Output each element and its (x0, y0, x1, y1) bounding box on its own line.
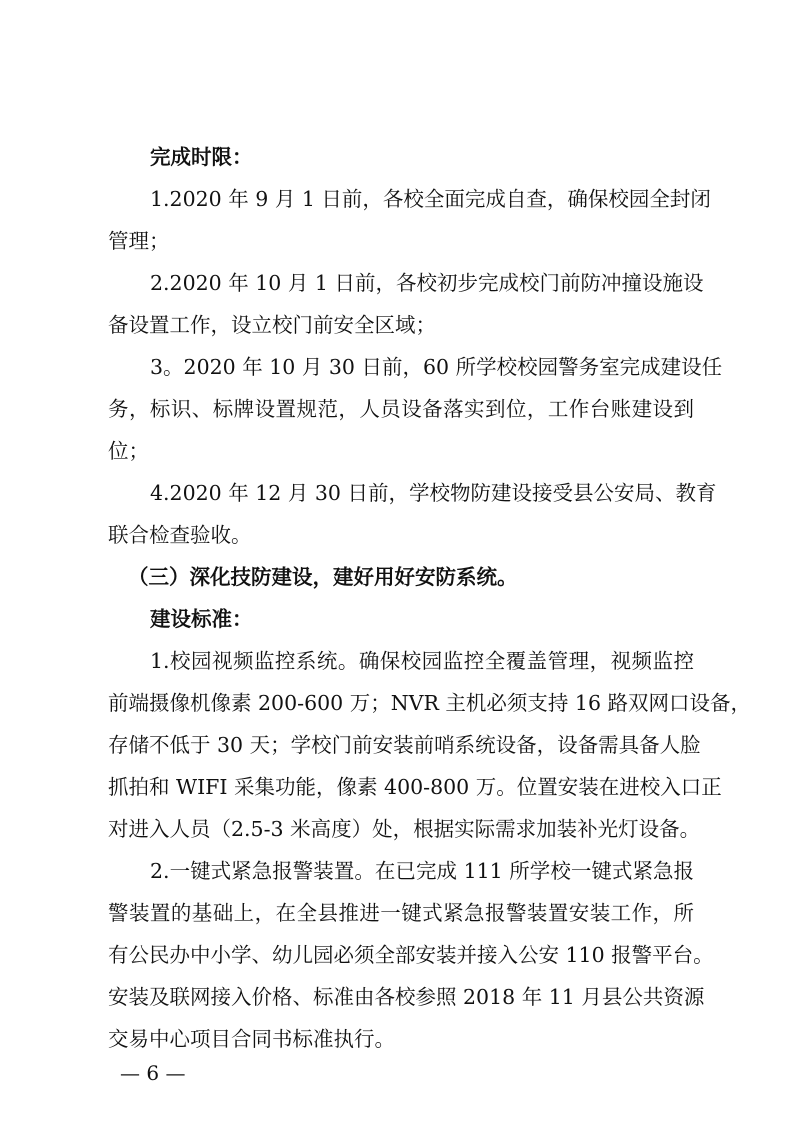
paragraph-line: 安装及联网接入价格、标准由各校参照 2018 年 11 月县公共资源 (108, 985, 705, 1009)
paragraph-line: 位； (108, 439, 149, 463)
page-number: — 6 — (120, 1061, 186, 1085)
paragraph-line: 联合检查验收。 (108, 523, 252, 547)
paragraph-line: 前端摄像机像素 200-600 万；NVR 主机必须支持 16 路双网口设备， (108, 691, 752, 715)
heading-standard: 建设标准： (150, 607, 253, 631)
paragraph-line: 1.校园视频监控系统。确保校园监控全覆盖管理，视频监控 (150, 649, 694, 673)
paragraph-line: 4.2020 年 12 月 30 日前，学校物防建设接受县公安局、教育 (150, 481, 717, 505)
paragraph-line: 有公民办中小学、幼儿园必须全部安装并接入公安 110 报警平台。 (108, 943, 714, 967)
paragraph-line: 1.2020 年 9 月 1 日前，各校全面完成自查，确保校园全封闭 (150, 187, 711, 211)
paragraph-line: 2.2020 年 10 月 1 日前，各校初步完成校门前防冲撞设施设 (150, 271, 704, 295)
paragraph-line: 务，标识、标牌设置规范，人员设备落实到位，工作台账建设到 (108, 397, 694, 421)
paragraph-line: 备设置工作，设立校门前安全区域； (108, 313, 436, 337)
heading-deadline: 完成时限： (150, 145, 253, 169)
paragraph-line: 抓拍和 WIFI 采集功能，像素 400-800 万。位置安装在进校入口正 (108, 775, 722, 799)
paragraph-line: 对进入人员（2.5-3 米高度）处，根据实际需求加装补光灯设备。 (108, 817, 701, 841)
paragraph-line: 3。2020 年 10 月 30 日前，60 所学校校园警务室完成建设任 (150, 355, 723, 379)
paragraph-line: 管理； (108, 229, 170, 253)
paragraph-line: 存储不低于 30 天；学校门前安装前哨系统设备，设备需具备人脸 (108, 733, 701, 757)
paragraph-line: 警装置的基础上，在全县推进一键式紧急报警装置安装工作，所 (108, 901, 694, 925)
paragraph-line: 2.一键式紧急报警装置。在已完成 111 所学校一键式紧急报 (150, 859, 694, 883)
paragraph-line: 交易中心项目合同书标准执行。 (108, 1027, 395, 1051)
section-heading: （三）深化技防建设，建好用好安防系统。 (128, 565, 518, 589)
